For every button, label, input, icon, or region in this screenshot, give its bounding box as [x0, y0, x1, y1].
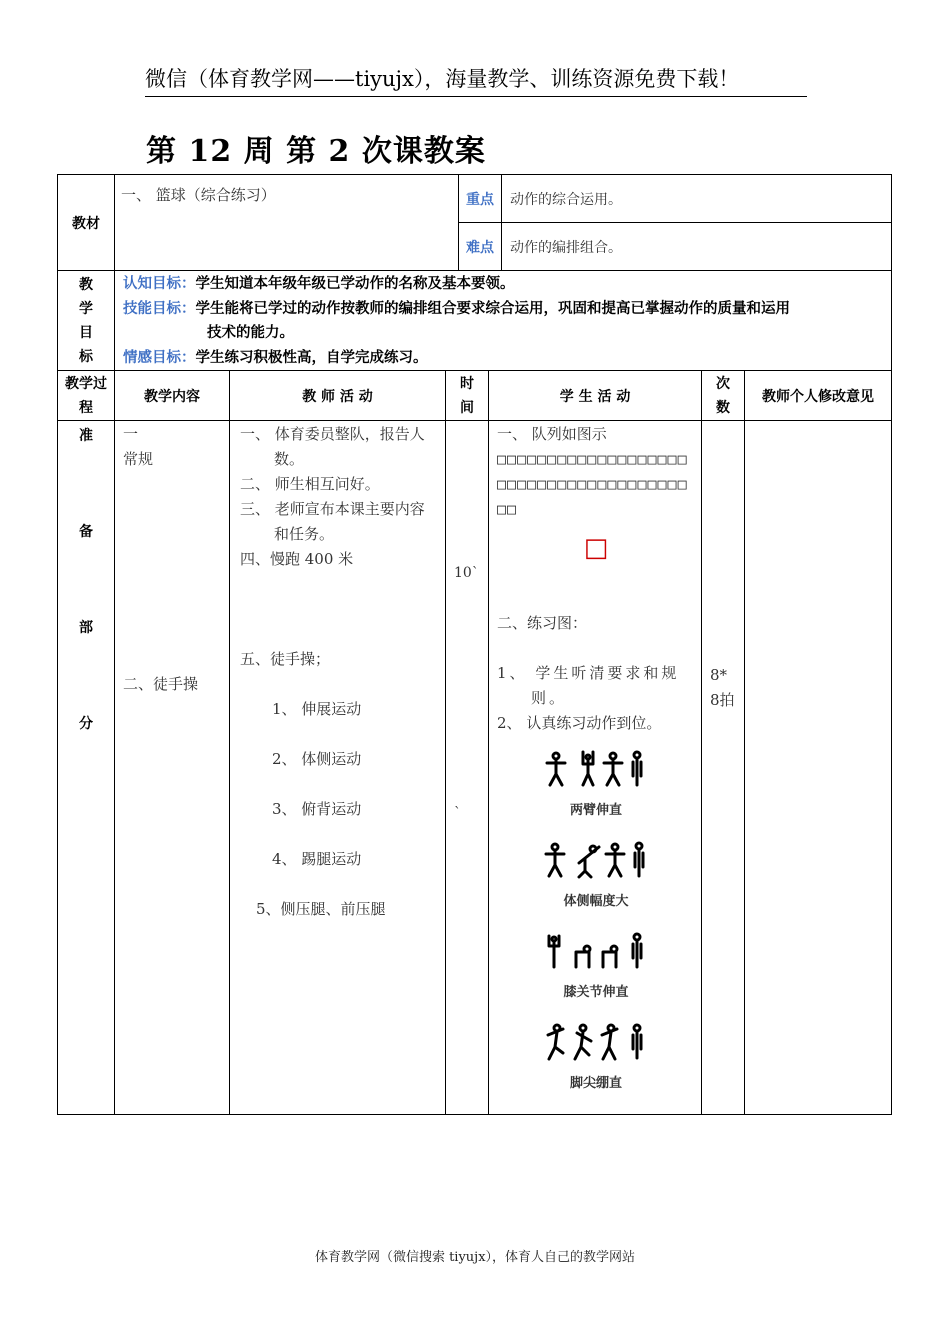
material-text: 一、 篮球（综合练习）: [121, 186, 276, 204]
prep-char: 备: [79, 524, 93, 540]
side-bend-figures: [541, 841, 651, 881]
cognitive-objective: [123, 272, 887, 297]
teacher-item: 1、 伸展运动: [272, 700, 362, 718]
site-header: 微信（体育教学网——tiyujx），海量教学、训练资源免费下载！: [145, 64, 807, 97]
affective-objective: [123, 346, 887, 371]
exercise-figures: [497, 750, 695, 1096]
student-formation: 一、 队列如图示: [497, 425, 607, 443]
material-label: 教材: [58, 175, 115, 271]
objectives-label-char: 标: [79, 348, 93, 365]
knee-straight-figures: [541, 932, 651, 972]
prep-char: 准: [79, 428, 93, 444]
prep-content-cell: [115, 421, 230, 1115]
prep-char: 分: [79, 716, 93, 732]
difficulty-cell: [502, 223, 892, 271]
column-header-row: [58, 371, 892, 421]
preparation-row: [58, 421, 892, 1115]
cognitive-label: 认知目标：: [123, 276, 196, 292]
teacher-item: 2、 体侧运动: [272, 750, 362, 768]
content-routine-num: 一: [123, 425, 139, 443]
prep-count-cell: [702, 421, 745, 1115]
cognitive-text: 学生知道本年级年级已学动作的名称及基本要领。: [195, 276, 515, 292]
affective-text: 学生练习积极性高，自学完成练习。: [195, 349, 428, 366]
teacher-item: 五、徒手操；: [240, 650, 331, 668]
arms-stretch-figures: [541, 750, 651, 790]
skill-text-continued: 技术的能力。: [207, 325, 294, 341]
skill-objective: [123, 297, 887, 322]
key-label: 重点: [459, 175, 502, 223]
count-value: 8*8拍: [710, 666, 735, 709]
content-free-exercise: 二、徒手操: [123, 675, 199, 693]
prep-time-cell: [446, 421, 489, 1115]
time-value: 10`: [454, 565, 479, 581]
content-routine: 常规: [123, 450, 154, 468]
objectives-label-char: 学: [79, 300, 93, 317]
figure-caption: 两臂伸直: [570, 803, 623, 818]
teacher-item: 4、 踢腿运动: [272, 850, 362, 868]
col-teacher: 教 师 活 动: [230, 371, 446, 421]
prep-char: 部: [79, 620, 93, 636]
key-text: 动作的综合运用。: [510, 191, 623, 208]
prep-section-label: [58, 421, 115, 1115]
figure-caption: 体侧幅度大: [563, 894, 629, 909]
lesson-plan-table: [57, 174, 892, 1115]
skill-text: 学生能将已学过的动作按教师的编排组合要求综合运用，巩固和提高已掌握动作的质量和运用: [195, 300, 790, 317]
figure-caption: 脚尖绷直: [570, 1076, 623, 1091]
teacher-item: 四、慢跑 400 米: [240, 550, 354, 568]
affective-label: 情感目标：: [123, 349, 196, 366]
objectives-cell: [115, 271, 892, 371]
student-practice-title: 二、练习图：: [497, 614, 588, 632]
difficulty-text: 动作的编排组合。: [510, 239, 623, 256]
student-item: 1、 学生听清要求和规则。: [497, 664, 680, 707]
prep-student-cell: [489, 421, 702, 1115]
material-row: [58, 175, 892, 223]
objectives-label-char: 教: [79, 276, 93, 293]
teacher-item: 3、 俯背运动: [272, 800, 362, 818]
key-cell: [502, 175, 892, 223]
toe-point-figures: [541, 1023, 651, 1063]
teacher-item: 一、 体育委员整队，报告人数。: [240, 425, 425, 468]
objectives-label: [58, 271, 115, 371]
skill-label: 技能目标：: [123, 300, 196, 317]
col-time: 时间: [446, 371, 489, 421]
col-process: 教学过程: [58, 371, 115, 421]
objectives-label-char: 目: [79, 324, 93, 341]
page-footer: 体育教学网（微信搜索 tiyujx），体育人自己的教学网站: [314, 1250, 636, 1265]
teacher-item: 三、 老师宣布本课主要内容和任务。: [240, 500, 425, 543]
col-content: 教学内容: [115, 371, 230, 421]
col-notes: 教师个人修改意见: [745, 371, 892, 421]
difficulty-label: 难点: [459, 223, 502, 271]
student-item: 2、 认真练习动作到位。: [497, 714, 662, 732]
formation-grid: □□□□□□□□□□□□□□□□□□□□□□□□□□□□□□□□□□□□□□□□: [497, 450, 688, 518]
material-cell: [115, 175, 459, 271]
prep-notes-cell: [745, 421, 892, 1115]
teacher-item: 二、 师生相互问好。: [240, 475, 380, 493]
teacher-item: 5、侧压腿、前压腿: [256, 900, 386, 918]
prep-teacher-cell: [230, 421, 446, 1115]
col-student: 学 生 活 动: [489, 371, 702, 421]
teacher-position-marker: □: [583, 533, 609, 563]
col-count: 次数: [702, 371, 745, 421]
time-mark: `: [454, 805, 461, 821]
objectives-row: [58, 271, 892, 371]
page-title: 第 12 周 第 2 次课教案: [146, 134, 486, 169]
figure-caption: 膝关节伸直: [563, 985, 629, 1000]
